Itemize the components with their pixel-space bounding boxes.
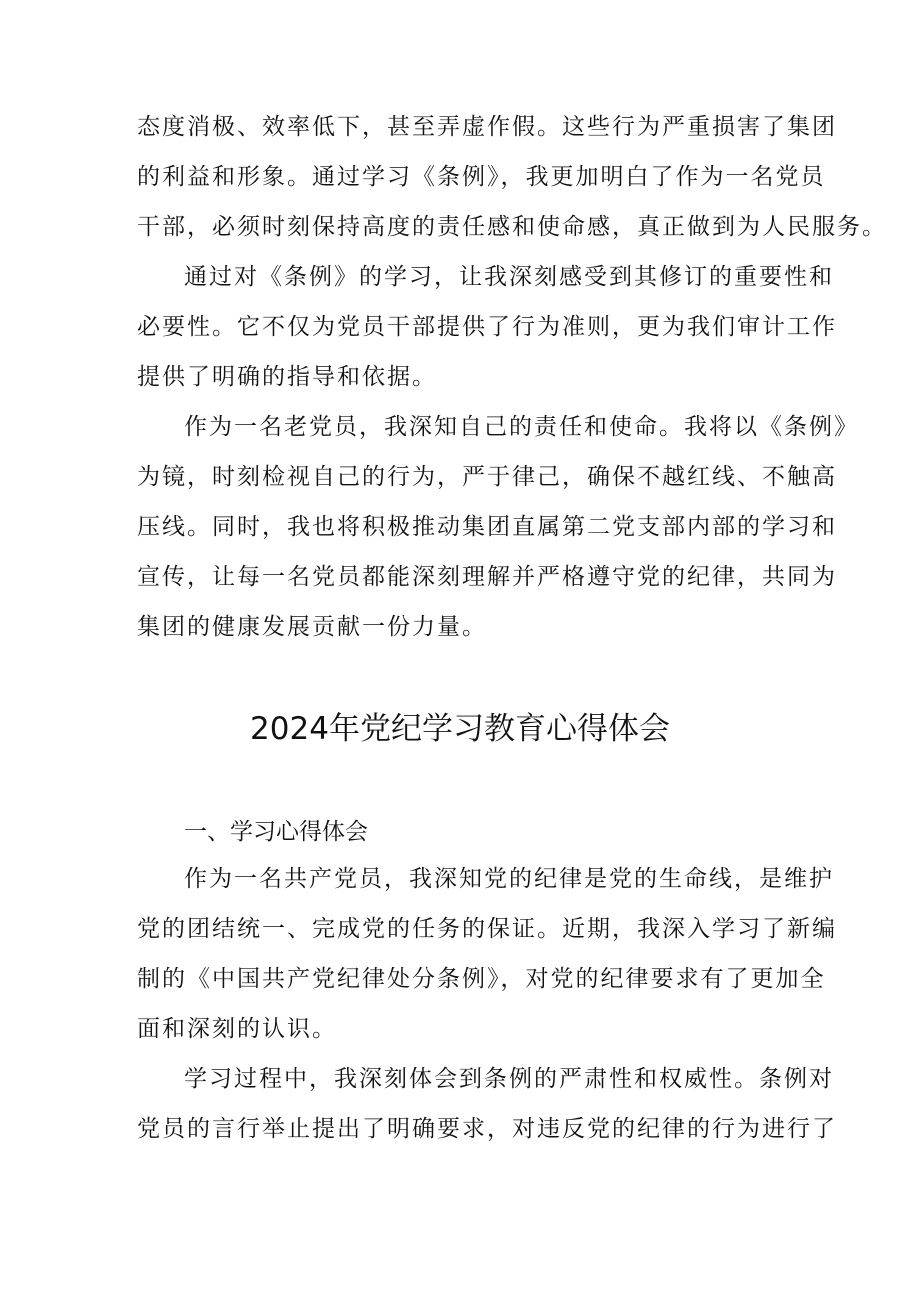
paragraph-line: 制的《中国共产党纪律处分条例》，对党的纪律要求有了更加全 xyxy=(137,966,826,992)
paragraph-line: 党员的言行举止提出了明确要求，对违反党的纪律的行为进行了 xyxy=(137,1116,837,1142)
paragraph-line: 的利益和形象。通过学习《条例》，我更加明白了作为一名党员 xyxy=(137,164,826,190)
paragraph-line: 作为一名共产党员，我深知党的纪律是党的生命线，是维护 xyxy=(184,866,834,892)
section-heading: 一、学习心得体会 xyxy=(184,819,368,845)
paragraph-line: 面和深刻的认识。 xyxy=(137,1016,337,1042)
paragraph-line: 党的团结统一、完成党的任务的保证。近期，我深入学习了新编 xyxy=(137,916,837,942)
paragraph-line: 集团的健康发展贡献一份力量。 xyxy=(137,614,487,640)
paragraph-line: 提供了明确的指导和依据。 xyxy=(137,364,437,390)
paragraph-line: 通过对《条例》的学习，让我深刻感受到其修订的重要性和 xyxy=(184,264,834,290)
paragraph-line: 学习过程中，我深刻体会到条例的严肃性和权威性。条例对 xyxy=(184,1066,834,1092)
paragraph-line: 宣传，让每一名党员都能深刻理解并严格遵守党的纪律，共同为 xyxy=(137,564,837,590)
paragraph-line: 干部，必须时刻保持高度的责任感和使命感，真正做到为人民服务。 xyxy=(137,214,887,240)
paragraph-line: 压线。同时，我也将积极推动集团直属第二党支部内部的学习和 xyxy=(137,514,837,540)
paragraph-line: 为镜，时刻检视自己的行为，严于律己，确保不越红线、不触高 xyxy=(137,464,837,490)
paragraph-line: 作为一名老党员，我深知自己的责任和使命。我将以《条例》 xyxy=(184,414,859,440)
paragraph-line: 必要性。它不仅为党员干部提供了行为准则，更为我们审计工作 xyxy=(137,314,837,340)
paragraph-line: 态度消极、效率低下，甚至弄虚作假。这些行为严重损害了集团 xyxy=(137,114,837,140)
document-title: 2024年党纪学习教育心得体会 xyxy=(250,711,670,747)
